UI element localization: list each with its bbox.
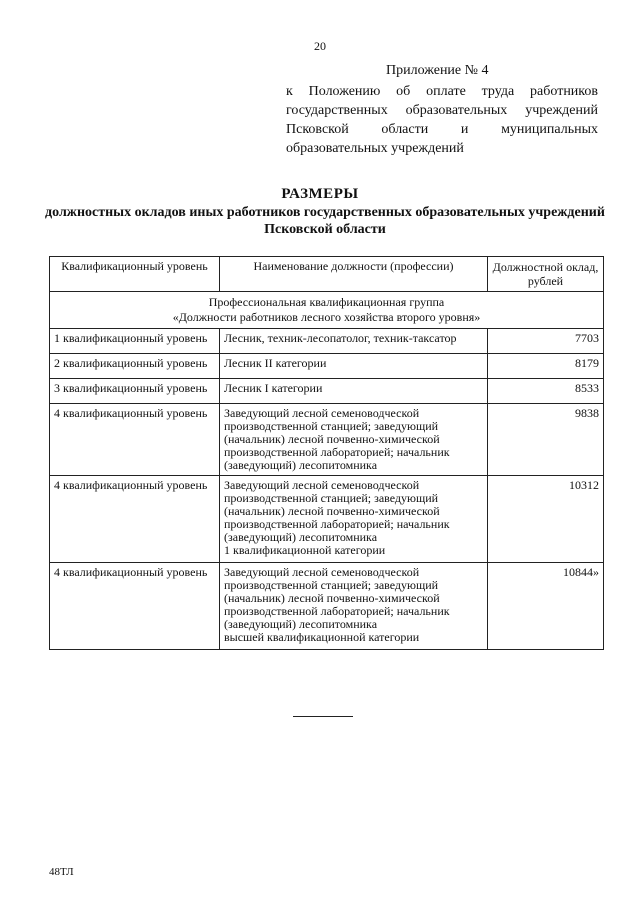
page-number: 20 bbox=[314, 39, 326, 53]
row-position: Лесник II категории bbox=[220, 354, 488, 379]
row-position-category: высшей квалификационной категории bbox=[224, 630, 420, 644]
group-row bbox=[50, 292, 604, 329]
row-position-cell bbox=[220, 563, 488, 650]
row-salary: 10312 bbox=[488, 476, 604, 563]
row-level: 4 квалификационный уровень bbox=[50, 476, 220, 563]
table-row bbox=[50, 404, 604, 476]
row-salary: 9838 bbox=[488, 404, 604, 476]
row-level: 1 квалификационный уровень bbox=[50, 329, 220, 354]
end-rule bbox=[293, 716, 353, 717]
appendix-title: Приложение № 4 bbox=[386, 63, 489, 78]
row-salary: 7703 bbox=[488, 329, 604, 354]
group-cell bbox=[50, 292, 604, 329]
table-row bbox=[50, 329, 604, 354]
group-line-2: «Должности работников лесного хозяйства второго уровня» bbox=[172, 310, 481, 324]
table-header-row bbox=[50, 257, 604, 292]
row-position: Лесник, техник-лесопатолог, техник-таксатор bbox=[220, 329, 488, 354]
row-level: 4 квалификационный уровень bbox=[50, 563, 220, 650]
row-salary: 8179 bbox=[488, 354, 604, 379]
row-position: Заведующий лесной семеноводческой производственной станцией; заведующий (начальник) лесной почвенно-химической производственной лабораторией; начальник (заведующий) лесопитомника bbox=[224, 565, 450, 631]
row-position: Заведующий лесной семеноводческой производственной станцией; заведующий (начальник) лесной почвенно-химической производственной лабораторией; начальник (заведующий) лесопитомника bbox=[220, 404, 488, 476]
table-row bbox=[50, 476, 604, 563]
document-subtitle: должностных окладов иных работников государственных образовательных учреждений Псковской области bbox=[45, 205, 605, 237]
appendix-reference: к Положению об оплате труда работников государственных образовательных учреждений Псковской области и муниципальных образовательных учреждений bbox=[286, 84, 598, 156]
row-position: Заведующий лесной семеноводческой производственной станцией; заведующий (начальник) лесной почвенно-химической производственной лабораторией; начальник (заведующий) лесопитомника bbox=[224, 478, 450, 544]
table-row bbox=[50, 563, 604, 650]
row-position-cell bbox=[220, 476, 488, 563]
header-salary: Должностной оклад, рублей bbox=[488, 257, 604, 292]
salary-table bbox=[49, 256, 604, 650]
header-level: Квалификационный уровень bbox=[50, 257, 220, 292]
row-level: 3 квалификационный уровень bbox=[50, 379, 220, 404]
row-salary: 8533 bbox=[488, 379, 604, 404]
footer-code: 48ТЛ bbox=[49, 866, 74, 878]
row-level: 2 квалификационный уровень bbox=[50, 354, 220, 379]
row-position-category: 1 квалификационной категории bbox=[224, 543, 386, 557]
group-line-1: Профессиональная квалификационная группа bbox=[208, 295, 445, 309]
row-salary: 10844» bbox=[488, 563, 604, 650]
row-position: Лесник I категории bbox=[220, 379, 488, 404]
table-row bbox=[50, 379, 604, 404]
row-level: 4 квалификационный уровень bbox=[50, 404, 220, 476]
document-title: РАЗМЕРЫ bbox=[281, 186, 359, 202]
table-row bbox=[50, 354, 604, 379]
header-position: Наименование должности (профессии) bbox=[220, 257, 488, 292]
